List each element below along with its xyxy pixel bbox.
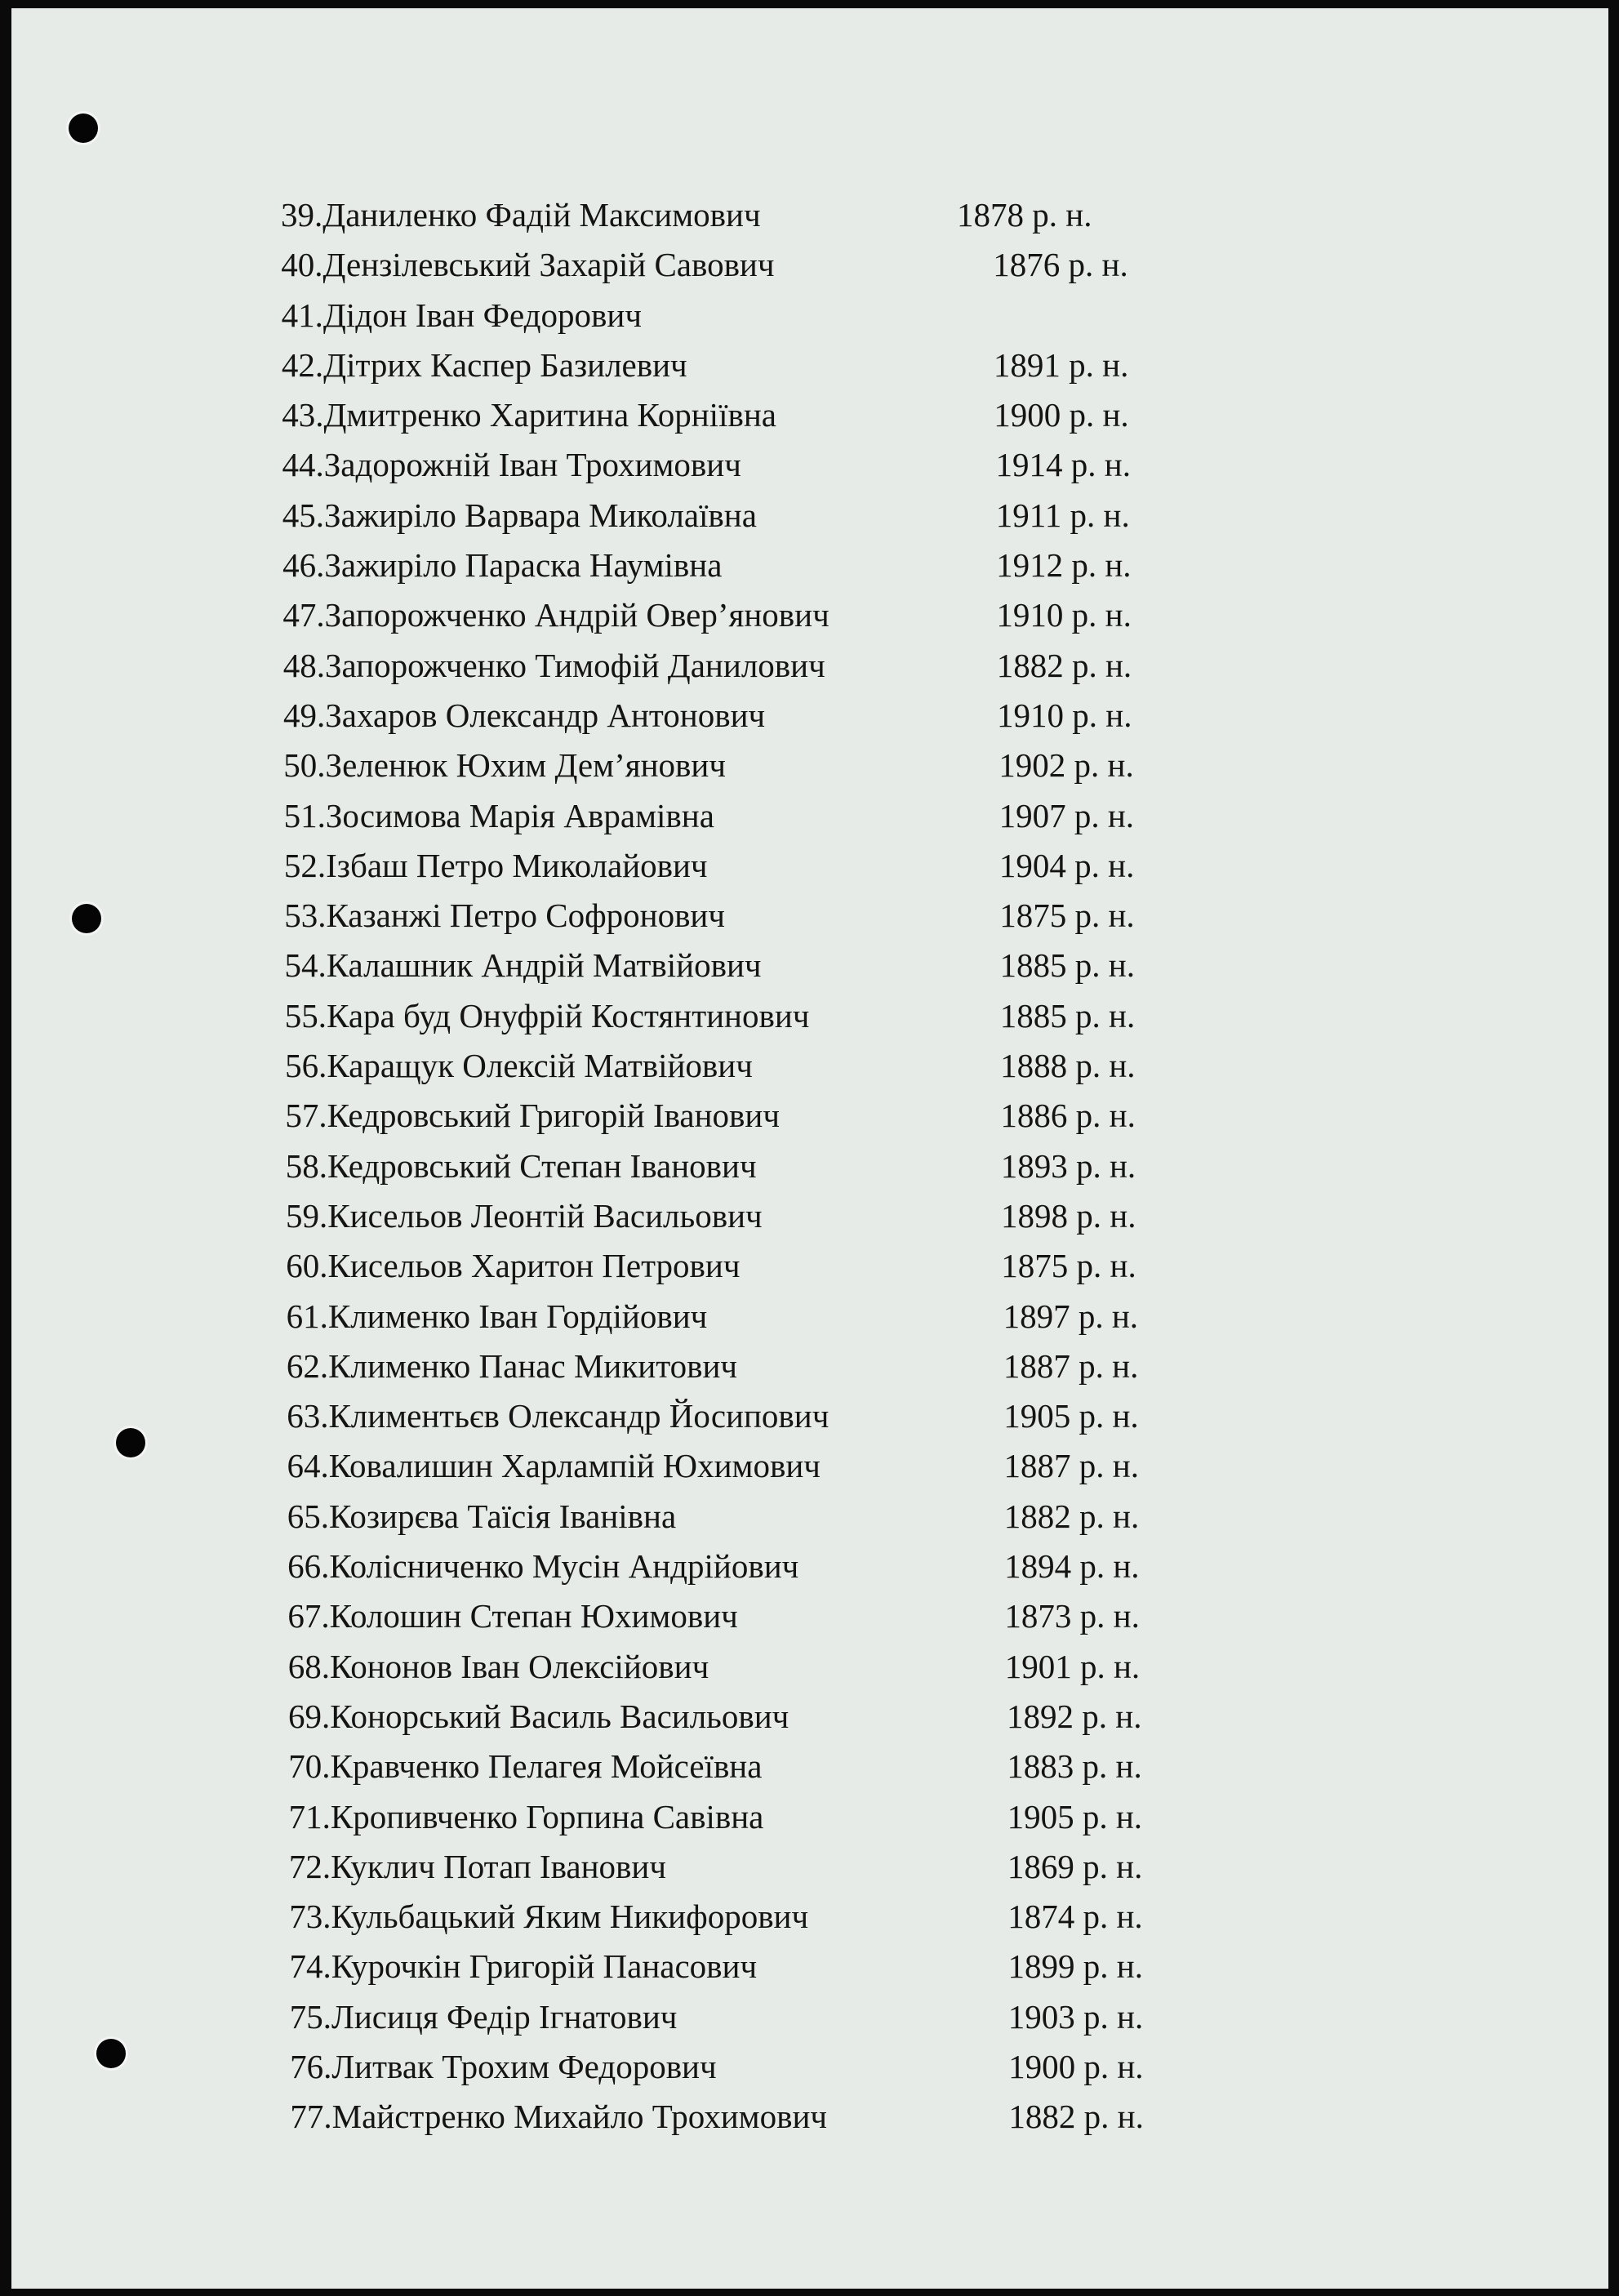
entry-number: 55. bbox=[284, 996, 327, 1035]
punch-hole bbox=[69, 113, 98, 143]
entry-name bbox=[287, 1441, 821, 1491]
entry-number: 41. bbox=[281, 296, 323, 334]
entry-birth-year: 1912 р. н. bbox=[996, 546, 1132, 585]
entry-full-name: Зажиріло Варвара Миколаївна bbox=[324, 496, 757, 534]
entry-number: 65. bbox=[287, 1497, 330, 1535]
entry-birth-year: 1885 р. н. bbox=[999, 996, 1136, 1035]
list-item bbox=[290, 1992, 1253, 2042]
entry-birth-year: 1905 р. н. bbox=[1003, 1397, 1139, 1435]
entry-full-name: Колошин Степан Юхимович bbox=[329, 1597, 738, 1635]
list-item bbox=[289, 1842, 1252, 1892]
list-item bbox=[287, 1391, 1250, 1441]
entry-birth-year: 1914 р. н. bbox=[995, 446, 1131, 484]
entry-birth-year: 1869 р. н. bbox=[1007, 1847, 1143, 1885]
entry-name bbox=[283, 691, 765, 741]
entry-birth-year: 1878 р. н. bbox=[957, 196, 1092, 234]
entry-full-name: Кедровський Степан Іванович bbox=[327, 1146, 757, 1185]
entry-number: 59. bbox=[286, 1196, 328, 1235]
entry-number: 54. bbox=[284, 946, 327, 985]
entry-number: 49. bbox=[283, 696, 326, 734]
entry-number: 67. bbox=[287, 1597, 330, 1635]
entry-full-name: Кравченко Пелагея Мойсеївна bbox=[330, 1747, 763, 1786]
entry-number: 42. bbox=[281, 345, 324, 384]
entry-name bbox=[283, 641, 825, 691]
entry-number: 75. bbox=[289, 1997, 332, 2036]
list-item bbox=[286, 1191, 1249, 1241]
entry-birth-year: 1893 р. н. bbox=[1000, 1146, 1136, 1185]
list-item bbox=[287, 1441, 1251, 1491]
list-item bbox=[285, 1041, 1248, 1091]
entry-number: 44. bbox=[282, 446, 324, 484]
list-item bbox=[287, 1542, 1251, 1591]
entry-number: 47. bbox=[282, 596, 325, 634]
entry-number: 51. bbox=[283, 796, 326, 834]
entry-full-name: Задорожній Іван Трохимович bbox=[323, 446, 741, 484]
entry-birth-year: 1873 р. н. bbox=[1004, 1597, 1140, 1635]
list-item bbox=[284, 841, 1248, 891]
entry-name bbox=[282, 491, 757, 541]
entry-number: 77. bbox=[290, 2098, 332, 2136]
entry-birth-year: 1882 р. н. bbox=[996, 646, 1132, 684]
entry-number: 61. bbox=[286, 1297, 328, 1335]
entry-number: 56. bbox=[285, 1047, 327, 1085]
list-item bbox=[282, 541, 1246, 590]
entry-birth-year: 1898 р. н. bbox=[1001, 1196, 1136, 1235]
entry-birth-year: 1899 р. н. bbox=[1007, 1947, 1143, 1986]
entry-name bbox=[285, 941, 762, 990]
entry-birth-year: 1892 р. н. bbox=[1007, 1697, 1142, 1735]
entry-birth-year: 1907 р. н. bbox=[999, 796, 1135, 834]
entry-name bbox=[289, 1842, 666, 1892]
entry-full-name: Кара буд Онуфрій Костянтинович bbox=[327, 996, 810, 1035]
entry-birth-year: 1887 р. н. bbox=[1003, 1346, 1139, 1385]
entry-full-name: Климентьєв Олександр Йосипович bbox=[328, 1397, 830, 1435]
entry-name bbox=[287, 1542, 798, 1591]
entry-name bbox=[284, 791, 714, 841]
entry-full-name: Дітрих Каспер Базилевич bbox=[323, 345, 687, 384]
entry-full-name: Клименко Панас Микитович bbox=[328, 1346, 738, 1385]
name-list bbox=[281, 190, 1244, 2142]
list-item bbox=[285, 991, 1248, 1041]
punch-hole bbox=[96, 2039, 126, 2068]
entry-name bbox=[283, 741, 726, 790]
entry-name bbox=[290, 2042, 717, 2092]
entry-number: 68. bbox=[287, 1647, 330, 1685]
list-item bbox=[290, 2092, 1253, 2142]
entry-full-name: Дідон Іван Федорович bbox=[322, 296, 642, 334]
entry-birth-year: 1882 р. н. bbox=[1003, 1497, 1140, 1535]
list-item bbox=[288, 1692, 1252, 1742]
list-item bbox=[287, 1591, 1251, 1641]
entry-number: 39. bbox=[281, 196, 323, 234]
entry-name bbox=[284, 841, 708, 891]
entry-birth-year: 1874 р. н. bbox=[1007, 1898, 1143, 1936]
entry-name bbox=[287, 1591, 737, 1641]
entry-number: 74. bbox=[289, 1947, 331, 1986]
entry-name bbox=[290, 1992, 678, 2042]
entry-name bbox=[288, 1742, 762, 1791]
entry-full-name: Запорожченко Андрій Овер’янович bbox=[324, 596, 830, 634]
entry-number: 69. bbox=[288, 1697, 331, 1735]
entry-name bbox=[281, 190, 761, 240]
entry-number: 46. bbox=[282, 546, 325, 585]
entry-birth-year: 1910 р. н. bbox=[996, 596, 1132, 634]
entry-full-name: Зажиріло Параска Наумівна bbox=[324, 546, 723, 585]
list-item bbox=[283, 741, 1247, 790]
list-item bbox=[284, 791, 1248, 841]
entry-number: 63. bbox=[287, 1397, 329, 1435]
entry-full-name: Кисельов Харитон Петрович bbox=[327, 1247, 741, 1285]
entry-full-name: Ізбаш Петро Миколайович bbox=[326, 846, 708, 884]
entry-name bbox=[288, 1692, 789, 1742]
entry-full-name: Лисиця Федір Ігнатович bbox=[331, 1997, 678, 2036]
entry-full-name: Конорський Василь Васильович bbox=[330, 1697, 789, 1735]
list-item bbox=[286, 1241, 1249, 1291]
entry-birth-year: 1888 р. н. bbox=[1000, 1047, 1136, 1085]
entry-full-name: Курочкін Григорій Панасович bbox=[331, 1947, 758, 1986]
entry-full-name: Колісниченко Мусін Андрійович bbox=[329, 1547, 799, 1586]
entry-name bbox=[282, 390, 776, 440]
entry-number: 58. bbox=[285, 1146, 327, 1185]
entry-full-name: Клименко Іван Гордійович bbox=[327, 1297, 708, 1335]
entry-full-name: Кедровський Григорій Іванович bbox=[327, 1097, 780, 1135]
entry-birth-year: 1887 р. н. bbox=[1003, 1447, 1139, 1485]
entry-number: 43. bbox=[282, 396, 324, 434]
entry-name bbox=[287, 1342, 737, 1391]
entry-birth-year: 1911 р. н. bbox=[995, 496, 1130, 534]
entry-birth-year: 1886 р. н. bbox=[1000, 1097, 1136, 1135]
entry-number: 57. bbox=[285, 1097, 327, 1135]
entry-birth-year: 1875 р. н. bbox=[1001, 1247, 1136, 1285]
list-item bbox=[290, 2042, 1253, 2092]
entry-birth-year: 1900 р. н. bbox=[994, 396, 1129, 434]
list-item bbox=[282, 340, 1245, 390]
entry-birth-year: 1894 р. н. bbox=[1004, 1547, 1140, 1586]
entry-name bbox=[287, 1492, 676, 1542]
entry-number: 52. bbox=[283, 846, 327, 884]
entry-birth-year: 1904 р. н. bbox=[999, 846, 1135, 884]
entry-full-name: Зеленюк Юхим Дем’янович bbox=[325, 746, 726, 785]
entry-full-name: Кисельов Леонтій Васильович bbox=[327, 1196, 763, 1235]
entry-birth-year: 1882 р. н. bbox=[1008, 2098, 1144, 2136]
list-item bbox=[288, 1742, 1252, 1791]
entry-full-name: Казанжі Петро Софронович bbox=[326, 897, 725, 935]
entry-full-name: Дензілевський Захарій Савович bbox=[322, 246, 775, 284]
entry-name bbox=[285, 1091, 780, 1141]
entry-name bbox=[286, 1191, 763, 1241]
entry-name bbox=[287, 1292, 708, 1342]
list-item bbox=[282, 291, 1245, 340]
entry-birth-year: 1905 р. н. bbox=[1007, 1797, 1143, 1835]
entry-birth-year: 1901 р. н. bbox=[1004, 1647, 1141, 1685]
entry-birth-year: 1902 р. н. bbox=[999, 746, 1134, 785]
list-item bbox=[287, 1492, 1251, 1542]
entry-name bbox=[282, 291, 642, 340]
entry-full-name: Кононов Іван Олексійович bbox=[329, 1647, 709, 1685]
entry-name bbox=[281, 240, 774, 290]
list-item bbox=[285, 1091, 1248, 1141]
entry-birth-year: 1891 р. н. bbox=[993, 345, 1129, 384]
list-item bbox=[286, 1141, 1249, 1191]
list-item bbox=[281, 190, 1244, 240]
entry-name bbox=[285, 991, 810, 1041]
list-item bbox=[281, 240, 1244, 290]
entry-number: 53. bbox=[284, 897, 327, 935]
entry-number: 76. bbox=[290, 2047, 332, 2085]
entry-name bbox=[289, 1892, 808, 1942]
entry-number: 48. bbox=[282, 646, 325, 684]
list-item bbox=[282, 390, 1245, 440]
entry-birth-year: 1897 р. н. bbox=[1003, 1297, 1139, 1335]
entry-full-name: Ковалишин Харлампій Юхимович bbox=[328, 1447, 821, 1485]
list-item bbox=[287, 1342, 1250, 1391]
entry-number: 70. bbox=[288, 1747, 331, 1786]
entry-name bbox=[282, 541, 722, 590]
punch-hole bbox=[116, 1428, 145, 1457]
entry-full-name: Дмитренко Харитина Корніївна bbox=[323, 396, 776, 434]
list-item bbox=[283, 641, 1247, 691]
entry-number: 73. bbox=[289, 1898, 331, 1936]
entry-full-name: Козирєва Таїсія Іванівна bbox=[329, 1497, 677, 1535]
entry-full-name: Кульбацький Яким Никифорович bbox=[331, 1898, 809, 1936]
entry-name bbox=[282, 340, 687, 390]
entry-number: 45. bbox=[282, 496, 325, 534]
entry-number: 50. bbox=[283, 746, 326, 785]
entry-number: 71. bbox=[288, 1797, 331, 1835]
list-item bbox=[288, 1642, 1252, 1692]
list-item bbox=[283, 691, 1247, 741]
entry-birth-year: 1910 р. н. bbox=[997, 696, 1132, 734]
list-item bbox=[289, 1792, 1252, 1842]
document-page bbox=[11, 8, 1608, 2289]
list-item bbox=[282, 440, 1246, 490]
list-item bbox=[289, 1892, 1252, 1942]
entry-name bbox=[285, 1041, 753, 1091]
entry-name bbox=[290, 2092, 827, 2142]
entry-birth-year: 1875 р. н. bbox=[999, 897, 1135, 935]
entry-birth-year: 1876 р. н. bbox=[993, 246, 1128, 284]
entry-birth-year: 1903 р. н. bbox=[1007, 1997, 1144, 2036]
entry-full-name: Даниленко Фадій Максимович bbox=[322, 196, 761, 234]
entry-full-name: Калашник Андрій Матвійович bbox=[326, 946, 762, 985]
entry-name bbox=[284, 891, 725, 941]
entry-full-name: Майстренко Михайло Трохимович bbox=[331, 2098, 828, 2136]
entry-full-name: Запорожченко Тимофій Данилович bbox=[324, 646, 825, 684]
entry-number: 66. bbox=[287, 1547, 330, 1586]
entry-birth-year: 1900 р. н. bbox=[1008, 2047, 1144, 2085]
entry-name bbox=[282, 440, 741, 490]
list-item bbox=[282, 491, 1246, 541]
entry-number: 60. bbox=[286, 1247, 328, 1285]
entry-full-name: Куклич Потап Іванович bbox=[331, 1847, 666, 1885]
list-item bbox=[287, 1292, 1250, 1342]
list-item bbox=[290, 1942, 1253, 1991]
entry-name bbox=[287, 1391, 829, 1441]
entry-name bbox=[290, 1942, 758, 1991]
entry-name bbox=[289, 1792, 764, 1842]
list-item bbox=[282, 590, 1246, 640]
entry-full-name: Литвак Трохим Федорович bbox=[331, 2047, 717, 2085]
entry-full-name: Каращук Олексій Матвійович bbox=[327, 1047, 753, 1085]
entry-name bbox=[282, 590, 829, 640]
entry-number: 64. bbox=[287, 1447, 329, 1485]
entry-full-name: Кропивченко Горпина Савівна bbox=[330, 1797, 764, 1835]
list-item bbox=[285, 941, 1248, 990]
entry-name bbox=[286, 1241, 740, 1291]
entry-full-name: Захаров Олександр Антонович bbox=[325, 696, 766, 734]
entry-birth-year: 1883 р. н. bbox=[1007, 1747, 1142, 1786]
entry-birth-year: 1885 р. н. bbox=[999, 946, 1135, 985]
punch-hole bbox=[72, 904, 101, 933]
list-item bbox=[284, 891, 1248, 941]
entry-number: 72. bbox=[288, 1847, 331, 1885]
entry-full-name: Зосимова Марія Аврамівна bbox=[325, 796, 714, 834]
entry-name bbox=[286, 1141, 757, 1191]
entry-number: 62. bbox=[286, 1346, 329, 1385]
entry-name bbox=[288, 1642, 709, 1692]
entry-number: 40. bbox=[281, 246, 323, 284]
